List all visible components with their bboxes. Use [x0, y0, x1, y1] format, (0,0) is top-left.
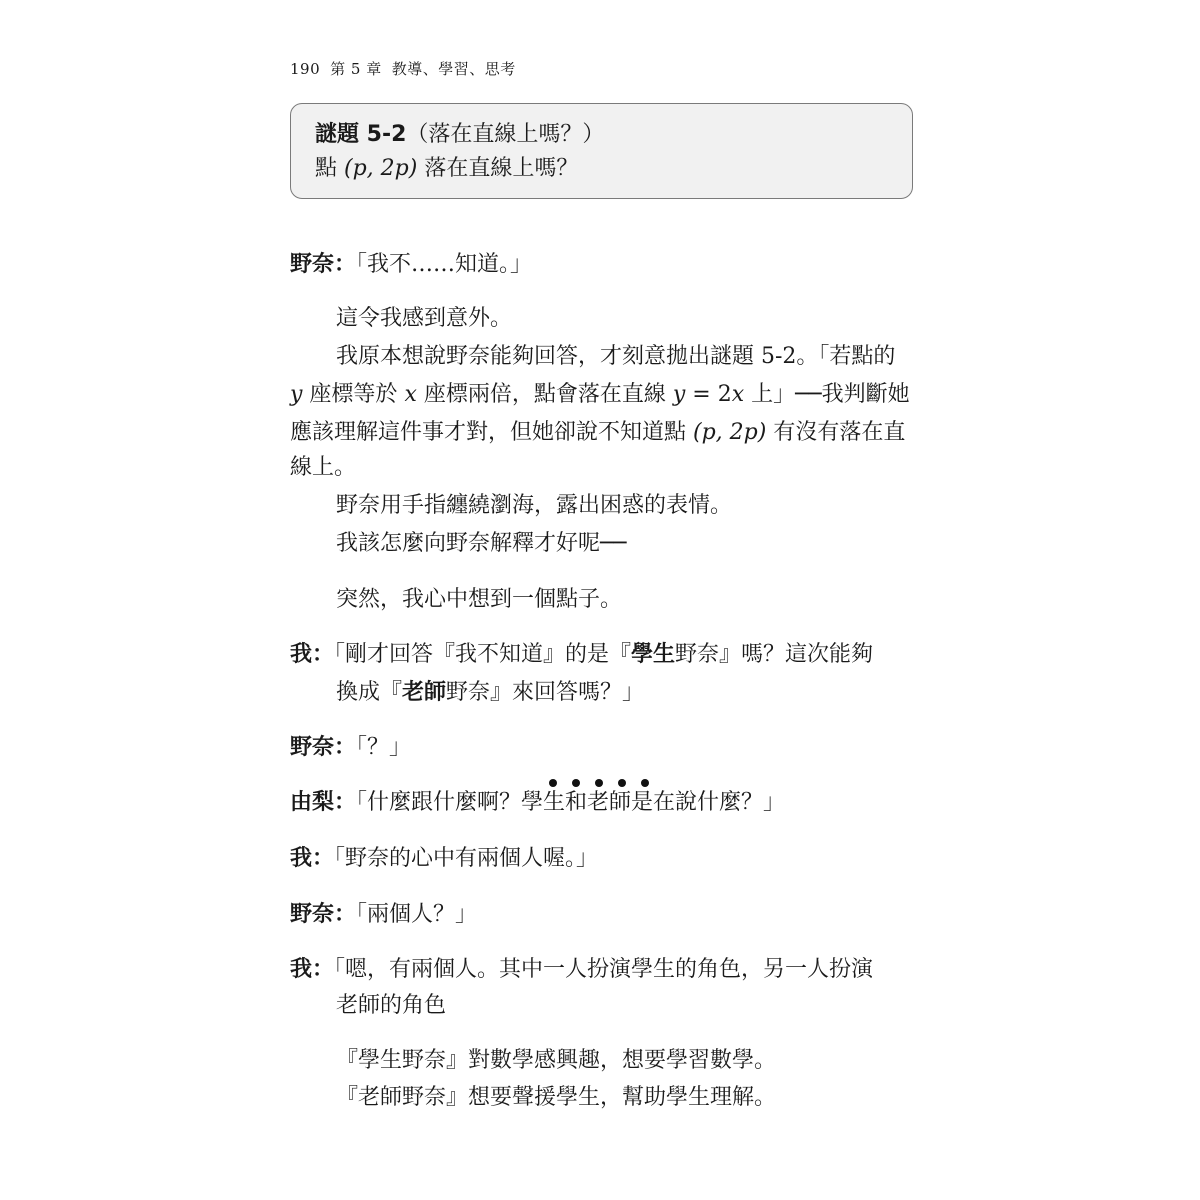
puzzle-question-prefix: 點 — [315, 156, 344, 181]
puzzle-box — [290, 103, 913, 199]
quote-line-2: 『老師野奈』想要聲援學生，幫助學生理解。 — [336, 1085, 777, 1110]
narration-paragraph-5: 突然，我心中想到一個點子。 — [336, 587, 623, 612]
speaker-name: 野奈： — [290, 902, 357, 927]
text-segment: 座標等於 — [302, 382, 405, 407]
emphasis-dot — [549, 779, 557, 787]
dialogue-line-me-3-cont: 老師的角色 — [336, 993, 447, 1018]
emphasis-text: 學生 — [631, 642, 676, 667]
narration-paragraph-3: 野奈用手指纏繞瀏海，露出困惑的表情。 — [336, 493, 733, 518]
text-segment: 座標兩倍，點會落在直線 — [416, 382, 673, 407]
narration-paragraph-2-line-1: 我原本想說野奈能夠回答，才刻意拋出謎題 5-2。「若點的 — [336, 344, 896, 369]
math-point: (p, 2p) — [693, 420, 767, 445]
text-segment: 上」──我判斷她 — [744, 382, 910, 407]
emphasis-dot — [641, 779, 649, 787]
dialogue-line-me-1 — [290, 640, 873, 670]
emphasis-dot — [572, 779, 580, 787]
dialogue-text: 「野奈的心中有兩個人喔。」 — [334, 846, 599, 871]
speaker-name: 野奈： — [290, 252, 357, 277]
dialogue-text: 「什麼跟什麼啊？學生和老師是在說什麼？」 — [356, 790, 786, 815]
running-header — [290, 58, 526, 79]
dialogue-line-nona-3 — [290, 900, 477, 930]
quote-line-1: 『學生野奈』對數學感興趣，想要學習數學。 — [336, 1048, 777, 1073]
speaker-name: 我： — [290, 957, 335, 982]
dialogue-text: 「？」 — [356, 735, 412, 760]
math-var-y: y — [290, 382, 303, 407]
emphasis-dot — [618, 779, 626, 787]
dialogue-text: 「剛才回答『我不知道』的是『 — [334, 642, 632, 667]
emphasis-text: 老師 — [402, 680, 447, 705]
speaker-name: 我： — [290, 846, 335, 871]
puzzle-title-paren: （落在直線上嗎？） — [406, 122, 605, 147]
puzzle-question-point: (p, 2p) — [344, 156, 418, 181]
narration-paragraph-2-line-3 — [290, 418, 905, 448]
math-var-y: y — [672, 382, 686, 407]
puzzle-title — [315, 118, 912, 152]
narration-paragraph-2-line-2 — [290, 380, 910, 410]
dialogue-line-me-1-cont — [336, 678, 644, 708]
page-number: 190 — [290, 60, 321, 78]
dialogue-text: 換成『 — [336, 680, 403, 705]
dialogue-text: 「我不……知道。」 — [356, 252, 533, 277]
chapter-title: 教導、學習、思考 — [391, 60, 516, 78]
narration-paragraph-4: 我該怎麼向野奈解釋才好呢── — [336, 531, 627, 556]
math-var-x: x — [731, 382, 745, 407]
dialogue-text: 野奈』來回答嗎？」 — [446, 680, 645, 705]
speaker-name: 由梨： — [290, 790, 357, 815]
dialogue-text: 「嗯，有兩個人。其中一人扮演學生的角色，另一人扮演 — [334, 957, 874, 982]
dialogue-line-yuri — [290, 788, 785, 818]
puzzle-label: 謎題 5-2 — [315, 122, 407, 147]
speaker-name: 我： — [290, 642, 335, 667]
narration-paragraph-1: 這令我感到意外。 — [336, 306, 513, 331]
math-var-x: x — [404, 382, 417, 407]
dialogue-line-nona-1 — [290, 250, 532, 280]
dialogue-line-me-3 — [290, 955, 873, 985]
narration-paragraph-2-line-4: 線上。 — [290, 455, 357, 480]
math-equals: = 2 — [685, 382, 732, 407]
text-segment: 有沒有落在直 — [766, 420, 906, 445]
dialogue-line-me-2 — [290, 844, 598, 874]
dialogue-line-nona-2 — [290, 733, 411, 763]
dialogue-text: 「兩個人？」 — [356, 902, 478, 927]
dialogue-text: 野奈』嗎？這次能夠 — [675, 642, 874, 667]
speaker-name: 野奈： — [290, 735, 357, 760]
puzzle-question — [315, 152, 912, 186]
chapter-number: 第 5 章 — [330, 60, 382, 78]
puzzle-question-suffix: 落在直線上嗎？ — [417, 156, 579, 181]
text-segment: 應該理解這件事才對，但她卻說不知道點 — [290, 420, 693, 445]
emphasis-dot — [595, 779, 603, 787]
